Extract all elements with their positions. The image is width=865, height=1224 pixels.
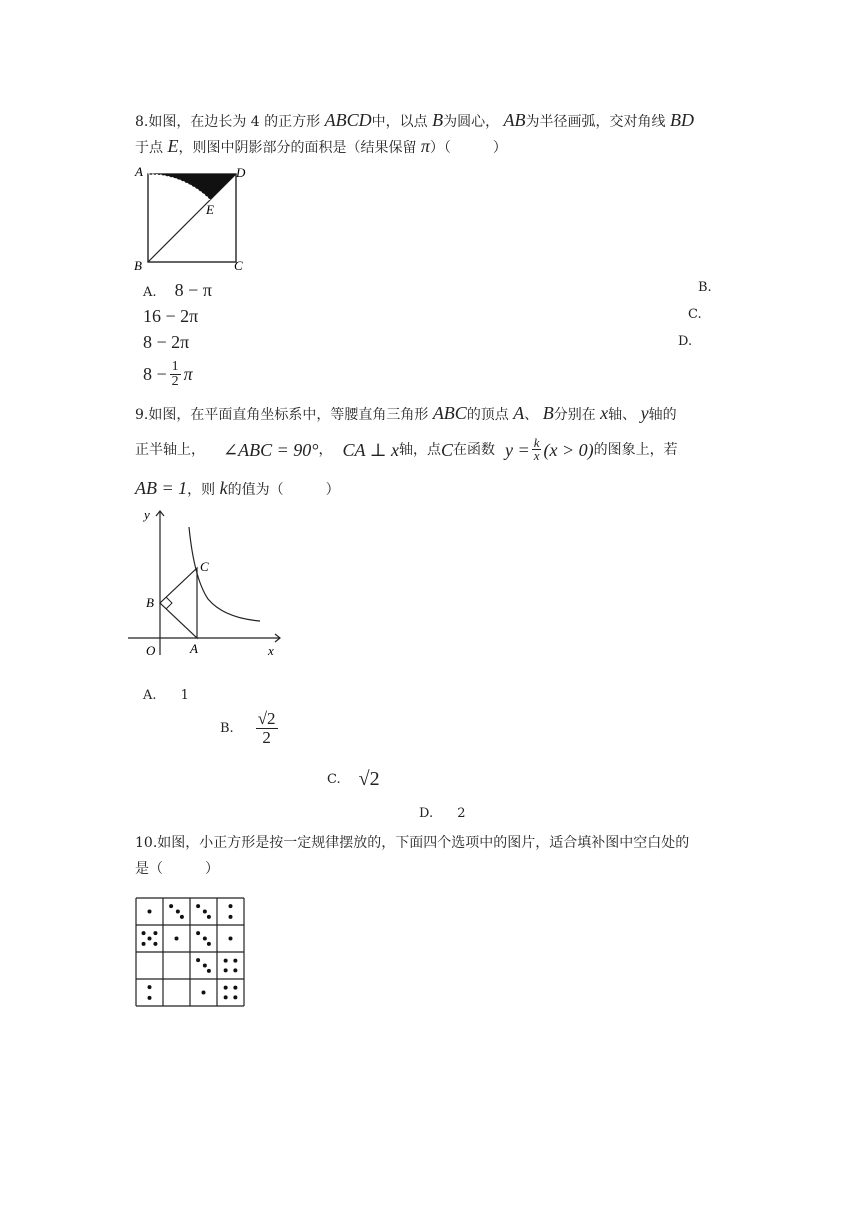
grid-dot [196,931,200,935]
label-x: x [268,643,274,658]
grid-dot [229,915,233,919]
grid-dot [224,986,228,990]
q10-dot-grid [134,896,248,1010]
q8-line2: 于点 E，则图中阴影部分的面积是（结果保留 π）（ ） [135,136,507,156]
grid-dot [153,942,157,946]
q9-option-c: C. √2 [327,768,380,790]
q9-line3: AB = 1，则 k的值为（ ） [135,478,340,498]
q8-option-b-label: B. [698,280,712,295]
hyperbola-curve [189,527,260,621]
grid-dot [196,958,200,962]
q8-line1: 8.如图，在边长为 4 的正方形 ABCD中，以点 B为圆心， AB为半径画弧，交对角线 BD [135,110,694,130]
var-ab: AB [503,110,526,130]
label-e: E [206,202,214,217]
grid-dot [202,991,206,995]
label-c: C [234,258,243,273]
grid-dot [203,964,207,968]
q9-figure [128,503,288,663]
q9-line1: 9.如图，在平面直角坐标系中，等腰直角三角形 ABC的顶点 A、 B分别在 x轴、 y轴的 [135,403,677,423]
label-o: O [146,643,156,658]
shaded-region [148,174,236,200]
grid-dot [224,968,228,972]
q8-option-c-value: 8 − 2π [143,332,190,352]
grid-dot [176,910,180,914]
grid-dot [142,942,146,946]
label-b: B [146,595,154,610]
grid-dot [233,968,237,972]
grid-dot [148,996,152,1000]
q8-option-d-label: D. [678,334,693,349]
q8-option-b-value: 16 − 2π [143,306,199,326]
grid-dot [175,937,179,941]
grid-dot [142,931,146,935]
q10-line2: 是（ ） [135,861,219,877]
var-pi: π [420,136,430,156]
grid-dot [148,985,152,989]
label-d: D [236,165,246,180]
grid-dot [148,910,152,914]
var-b: B [432,110,444,130]
grid-dot [207,942,211,946]
grid-dot [233,986,237,990]
var-bd: BD [669,110,694,130]
grid-dot [207,915,211,919]
grid-dot [148,937,152,941]
label-b: B [134,258,142,273]
q9-option-d: D. 2 [419,806,466,821]
grid-dot [180,915,184,919]
grid-dot [196,904,200,908]
right-angle-mark [166,597,172,609]
grid-dot [207,969,211,973]
q10-line1: 10.如图，小正方形是按一定规律摆放的，下面四个选项中的图片，适合填补图中空白处的 [135,835,690,851]
label-a: A [190,641,198,656]
grid-dot [233,959,237,963]
q8-option-a: A. 8 − π [143,280,212,300]
q8-option-c-label: C. [688,307,702,322]
grid-dot [229,904,233,908]
q9-option-a: A. 1 [143,688,189,703]
var-e: E [167,136,179,156]
grid-dot [233,995,237,999]
label-c: C [200,559,209,574]
grid-dot [153,931,157,935]
diagonal-bd [148,174,236,262]
q9-option-b: B. √2 2 [220,709,276,747]
grid-dot [229,937,233,941]
grid-dot [224,959,228,963]
grid-dot [169,904,173,908]
grid-dot [203,910,207,914]
triangle-abc [160,568,197,638]
q8-figure [130,162,255,274]
q9-line2: 正半轴上， ∠ABC = 90° ， CA ⊥ x 轴，点 C 在函数 y = $\frac{k}{x}$ (x > 0) 的图象上，若 [135,435,678,463]
label-a: A [135,164,143,179]
var-abcd: ABCD [324,110,372,130]
label-y: y [144,507,150,522]
grid-lines [136,898,244,1006]
grid-dot [224,995,228,999]
grid-dot [203,937,207,941]
q8-option-d-value: 8 − $\frac{1}{2}$ π [143,359,193,389]
